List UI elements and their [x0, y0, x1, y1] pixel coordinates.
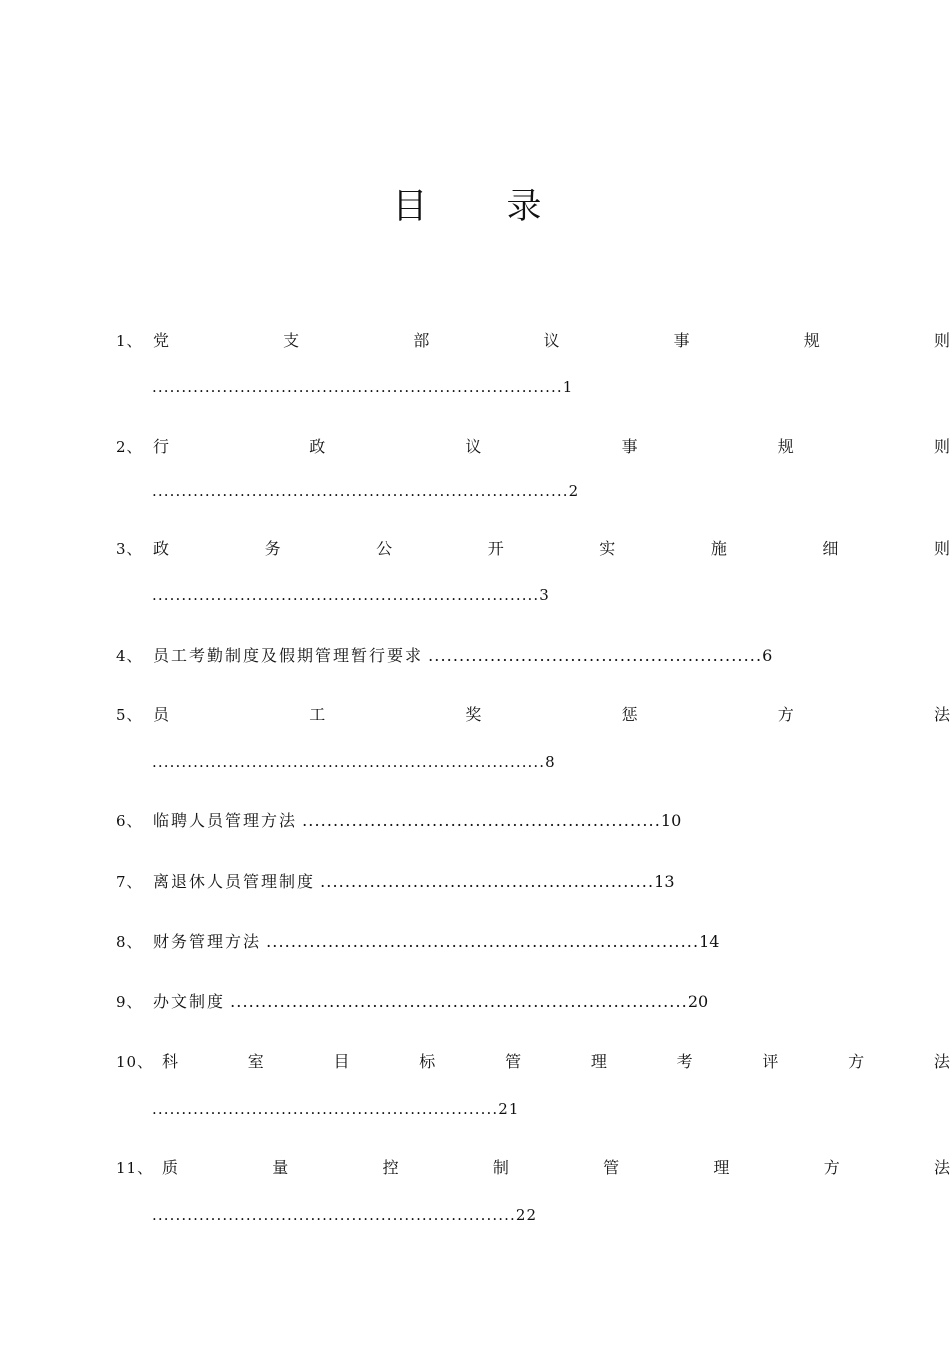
toc-entry-5-leader[interactable]	[152, 751, 556, 773]
toc-entry-title: 财务管理方法	[153, 932, 262, 951]
toc-page-number: 10	[660, 811, 682, 830]
toc-char: 法	[933, 1052, 950, 1071]
toc-leader-dots: ..........................................................................	[230, 992, 688, 1011]
toc-leader-dots: ..........................................................	[302, 811, 661, 830]
toc-entry-number: 8、	[116, 933, 143, 951]
toc-char: 规	[777, 437, 794, 456]
toc-entry-title: 离退休人员管理制度	[153, 872, 316, 891]
toc-char: 管	[603, 1158, 620, 1177]
toc-entry-number: 6、	[116, 812, 143, 830]
toc-entry-title: 办文制度	[153, 992, 226, 1011]
toc-entry-title: 员工考勤制度及假期管理暂行要求	[153, 646, 424, 665]
toc-entry-4[interactable]	[116, 645, 772, 667]
toc-entry-number: 1、 党	[116, 331, 170, 350]
toc-char: 目	[333, 1052, 350, 1071]
toc-char: 评	[762, 1052, 779, 1071]
toc-entry-3-title[interactable]	[116, 538, 950, 560]
toc-entry-9[interactable]	[116, 991, 708, 1013]
toc-entry-8[interactable]	[116, 931, 719, 953]
toc-page-number: 3	[539, 586, 550, 604]
toc-char: 议	[543, 331, 560, 350]
toc-char: 理	[713, 1158, 730, 1177]
toc-entry-number: 7、	[116, 873, 143, 891]
toc-entry-title: 临聘人员管理方法	[153, 811, 298, 830]
toc-entry-number: 5、 员	[116, 705, 170, 724]
toc-entry-number: 9、	[116, 993, 143, 1011]
toc-char: 务	[264, 539, 281, 558]
toc-entry-1-title[interactable]	[116, 330, 950, 352]
toc-leader-dots: ...........................................................	[152, 1100, 499, 1118]
toc-entry-number: 3、 政	[116, 539, 170, 558]
toc-char: 工	[309, 705, 326, 724]
toc-char: 法	[933, 705, 950, 724]
toc-entry-5-title[interactable]	[116, 704, 950, 726]
toc-char: 施	[710, 539, 727, 558]
toc-entry-1-leader[interactable]	[152, 376, 573, 398]
toc-char: 政	[309, 437, 326, 456]
toc-char: 室	[247, 1052, 264, 1071]
toc-char: 理	[590, 1052, 607, 1071]
toc-char: 标	[419, 1052, 436, 1071]
toc-char: 事	[621, 437, 638, 456]
toc-leader-dots: ......................................................................	[266, 932, 700, 951]
toc-entry-3-leader[interactable]	[152, 584, 550, 606]
toc-char: 部	[413, 331, 430, 350]
toc-char: 方	[777, 705, 794, 724]
toc-char: 议	[465, 437, 482, 456]
toc-leader-dots: ..............................................................	[152, 1206, 516, 1224]
toc-page-number: 8	[545, 753, 556, 771]
toc-entry-number: 11、 质	[116, 1158, 179, 1177]
toc-char: 方	[823, 1158, 840, 1177]
toc-char: 则	[933, 437, 950, 456]
toc-char: 开	[487, 539, 504, 558]
toc-leader-dots: ......................................................	[320, 872, 655, 891]
toc-entry-10-title[interactable]	[116, 1051, 950, 1073]
page-title: 目 录	[392, 187, 576, 227]
toc-entry-11-title[interactable]	[116, 1157, 950, 1179]
toc-page-number: 22	[515, 1206, 538, 1224]
toc-entry-number: 4、	[116, 647, 143, 665]
toc-char: 细	[822, 539, 839, 558]
toc-char: 方	[848, 1052, 865, 1071]
toc-leader-dots: ......................................................	[428, 646, 763, 665]
toc-char: 则	[933, 539, 950, 558]
toc-char: 管	[505, 1052, 522, 1071]
toc-page-number: 14	[699, 932, 720, 951]
toc-leader-dots: ......................................................................	[152, 378, 563, 396]
toc-entry-10-leader[interactable]	[152, 1098, 520, 1120]
toc-page-number: 1	[562, 378, 574, 396]
toc-page-number: 6	[762, 646, 773, 665]
toc-leader-dots: ...................................................................	[152, 753, 546, 771]
toc-entry-2-leader[interactable]	[152, 480, 579, 502]
toc-entry-number: 2、 行	[116, 437, 170, 456]
toc-page-number: 2	[568, 482, 580, 500]
toc-entry-number: 10、 科	[116, 1052, 179, 1071]
toc-char: 法	[933, 1158, 950, 1177]
toc-char: 制	[492, 1158, 509, 1177]
toc-char: 支	[283, 331, 300, 350]
toc-entry-6[interactable]	[116, 810, 681, 832]
toc-char: 公	[376, 539, 393, 558]
toc-char: 惩	[621, 705, 638, 724]
toc-char: 则	[933, 331, 950, 350]
toc-leader-dots: ..................................................................	[152, 586, 540, 604]
toc-char: 控	[382, 1158, 399, 1177]
toc-entry-7[interactable]	[116, 871, 675, 893]
toc-page-number: 21	[498, 1100, 520, 1118]
toc-leader-dots: .......................................................................	[152, 482, 569, 500]
toc-char: 事	[673, 331, 690, 350]
toc-char: 规	[803, 331, 820, 350]
toc-entry-11-leader[interactable]	[152, 1204, 537, 1226]
toc-char: 考	[676, 1052, 693, 1071]
toc-char: 量	[272, 1158, 289, 1177]
toc-char: 奖	[465, 705, 482, 724]
toc-page-number: 13	[654, 872, 675, 891]
toc-entry-2-title[interactable]	[116, 436, 950, 458]
toc-page-number: 20	[687, 992, 709, 1011]
toc-char: 实	[599, 539, 616, 558]
